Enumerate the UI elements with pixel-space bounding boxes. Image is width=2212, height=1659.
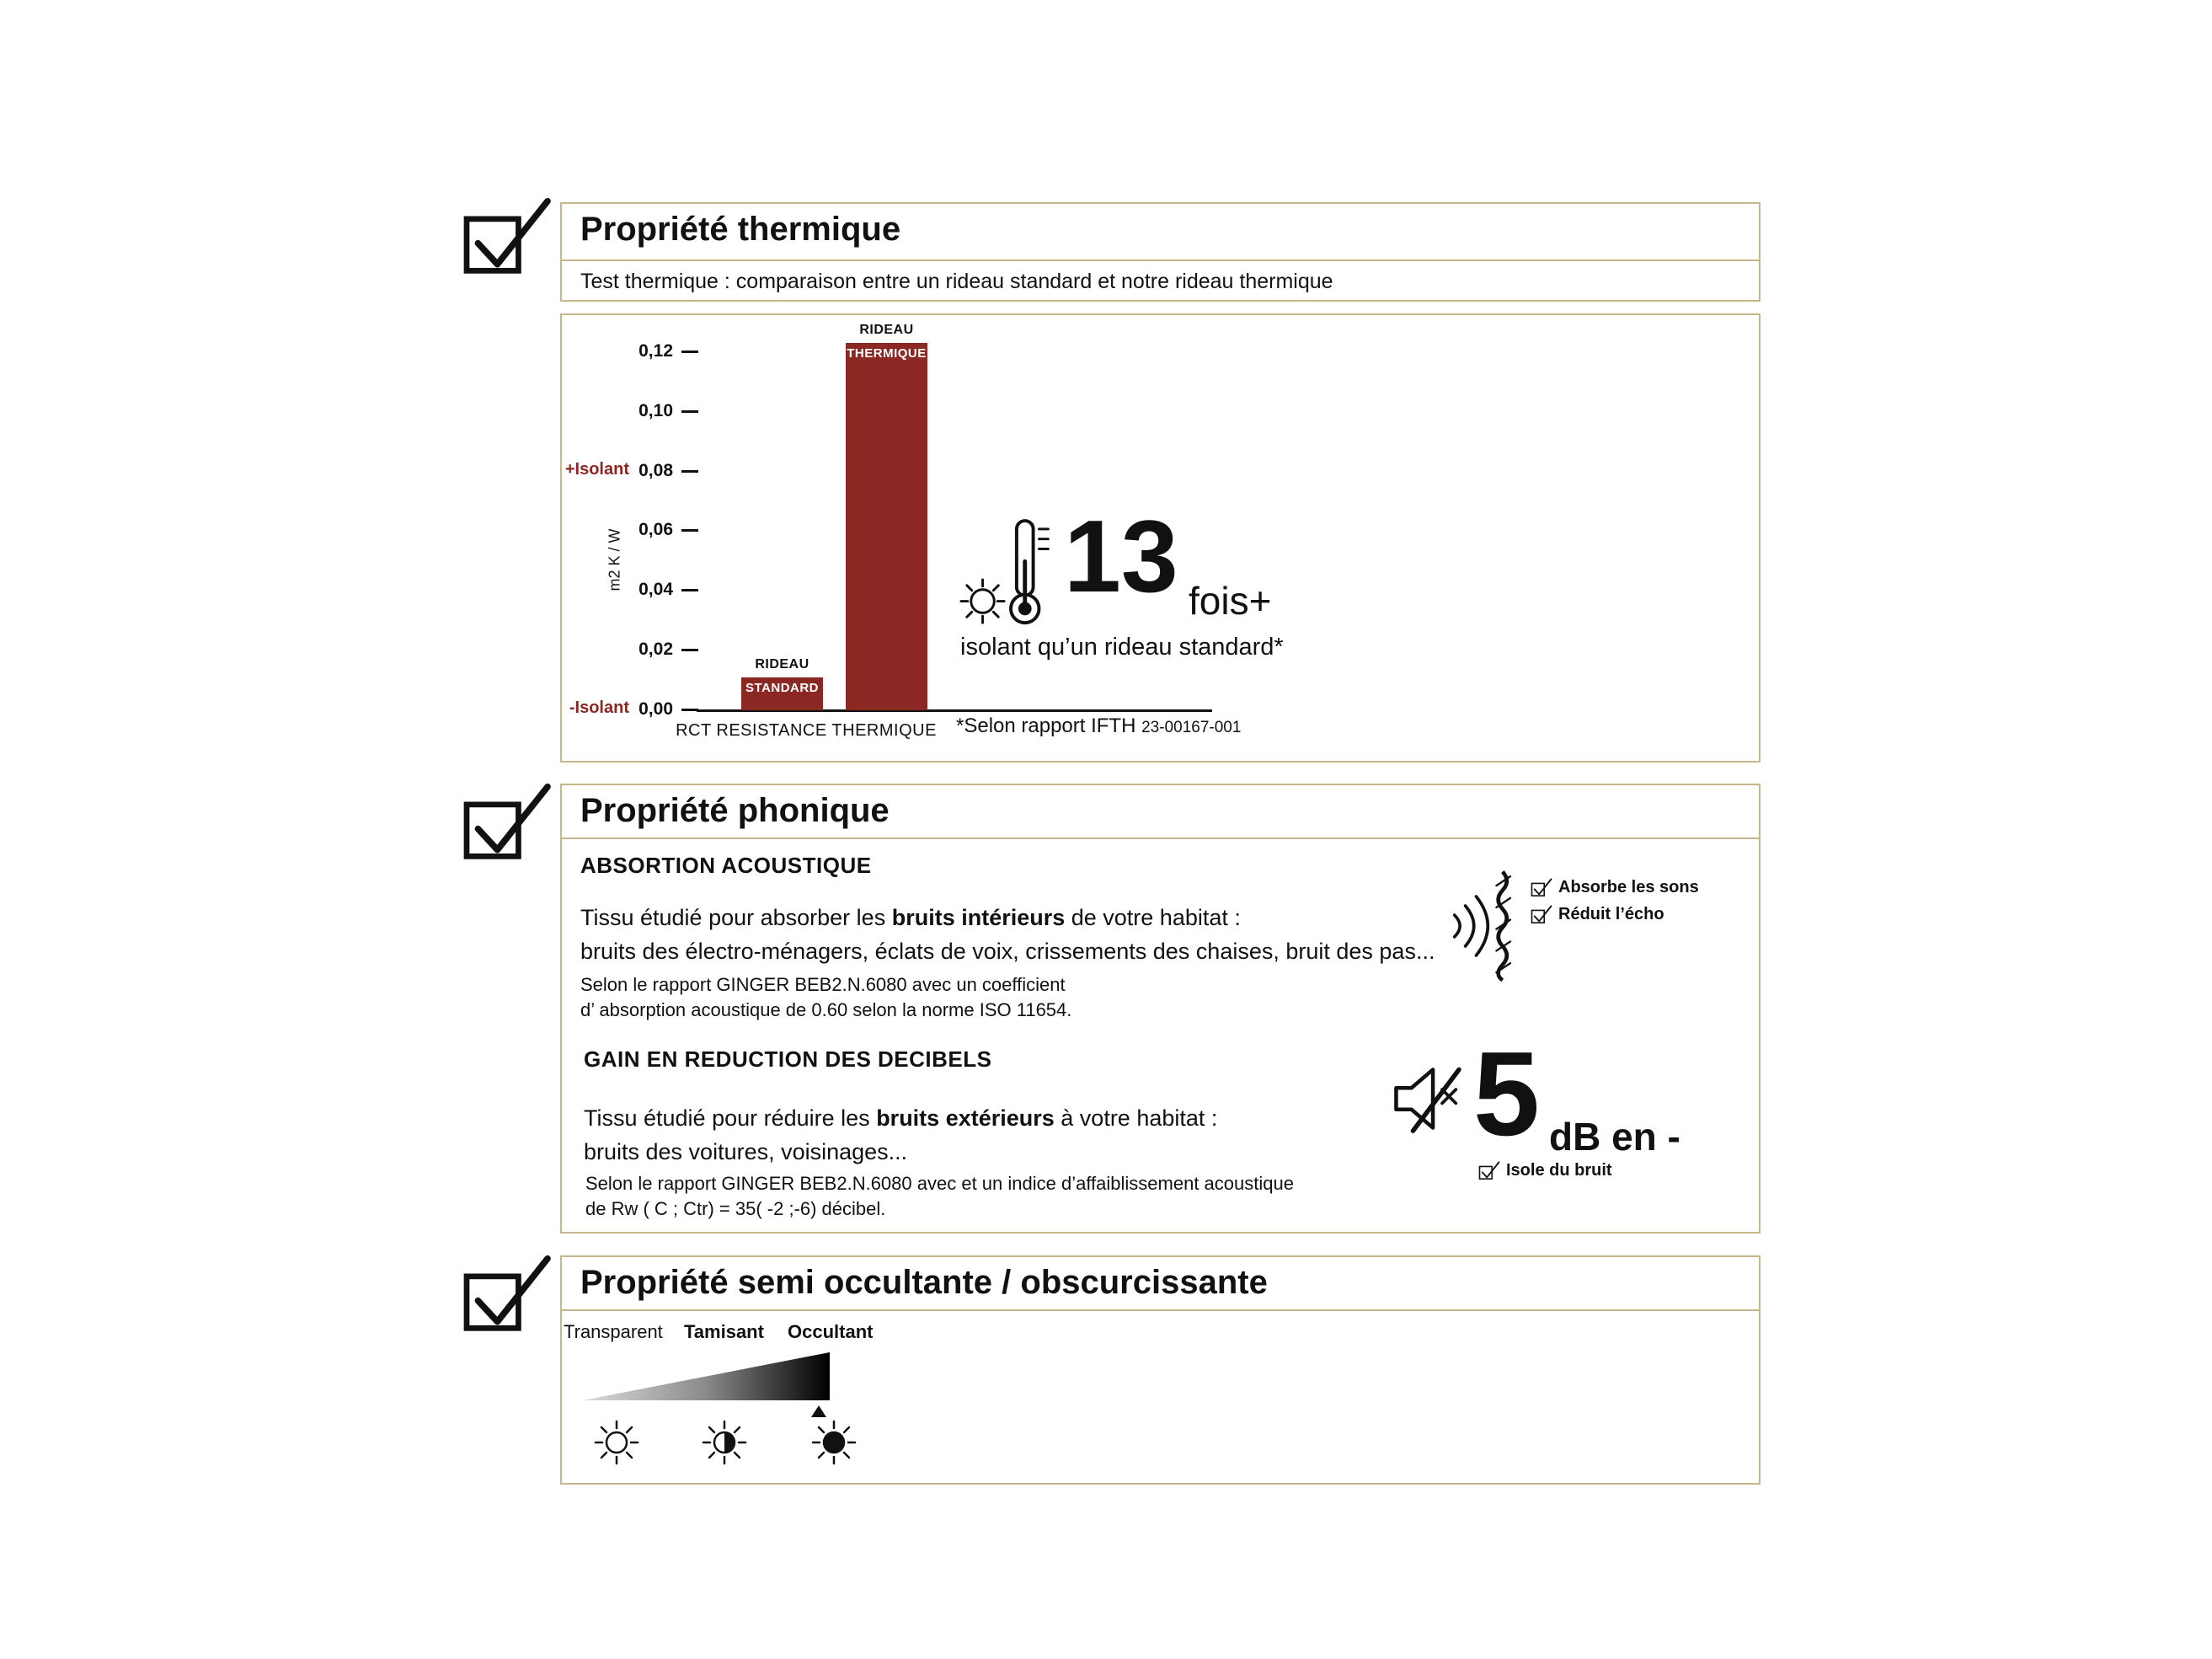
reduction-note1: Selon le rapport GINGER BEB2.N.6080 avec et un indice d’affaiblissement acoustique <box>585 1173 1294 1194</box>
divider <box>562 260 1759 261</box>
reduction-note2: de Rw ( C ; Ctr) = 35( -2 ;-6) décibel. <box>585 1198 886 1219</box>
reduction-line2: bruits des voitures, voisinages... <box>584 1139 908 1164</box>
footnote-text: *Selon rapport IFTH <box>956 714 1136 737</box>
acoustic-content-box <box>560 838 1761 1234</box>
level-occultant: Occultant <box>788 1321 874 1342</box>
sun-full-icon <box>810 1419 858 1466</box>
y-tick-label: 0,02 <box>638 640 673 660</box>
thermal-section-title: Propriété thermique <box>580 211 901 248</box>
check-label: Isole du bruit <box>1506 1161 1612 1180</box>
bar-category-label: RIDEAU <box>755 657 809 672</box>
checked-checkbox-icon <box>462 1254 553 1335</box>
footnote-code: 23-00167-001 <box>1141 719 1242 736</box>
thermal-big-number: 13 <box>1064 499 1178 613</box>
thermal-subtitle: Test thermique : comparaison entre un rideau standard et notre rideau thermique <box>580 270 1333 293</box>
y-tick-label: 0,12 <box>638 341 673 361</box>
checked-checkbox-icon <box>1531 878 1552 897</box>
bar-standard <box>741 677 823 710</box>
acoustic-title-box <box>560 784 1761 839</box>
check-isole-du-bruit <box>1478 1161 1612 1180</box>
muted-speaker-icon <box>1392 1057 1476 1141</box>
sound-absorption-icon <box>1442 866 1520 986</box>
absorption-line2: bruits des électro-ménagers, éclats de voix, crissements des chaises, bruit des pas... <box>580 939 1435 964</box>
bar-thermique <box>846 343 927 710</box>
sun-half-icon <box>701 1419 748 1466</box>
opacity-content-box <box>560 1309 1761 1485</box>
acoustic-section-title: Propriété phonique <box>580 792 890 829</box>
checked-checkbox-icon <box>462 782 553 863</box>
opacity-gradient-wedge <box>583 1350 831 1402</box>
y-tick-label: 0,10 <box>638 400 673 420</box>
level-transparent: Transparent <box>564 1321 663 1342</box>
thermal-caption: isolant qu’un rideau standard* <box>960 634 1284 661</box>
y-tick-label: 0,00 <box>638 698 673 719</box>
chart-x-axis-title: RCT RESISTANCE THERMIQUE <box>676 721 937 740</box>
y-tick-label: 0,06 <box>638 520 673 540</box>
checked-checkbox-icon <box>1531 905 1552 924</box>
opacity-title-box <box>560 1255 1761 1311</box>
checked-checkbox-icon <box>462 196 553 277</box>
thermal-chart-box <box>560 313 1761 763</box>
reduction-line1: Tissu étudié pour réduire les bruits extérieurs à votre habitat : <box>584 1105 1218 1131</box>
thermometer-sun-icon <box>958 516 1066 639</box>
absorption-line1: Tissu étudié pour absorber les bruits intérieurs de votre habitat : <box>580 905 1241 930</box>
chart-y-axis-title: m2 K / W <box>606 528 623 591</box>
acoustic-big-suffix: dB en - <box>1549 1115 1680 1159</box>
axis-annotation-isolant-minus: -Isolant <box>569 698 629 717</box>
checked-checkbox-icon <box>1478 1161 1500 1180</box>
opacity-section-title: Propriété semi occultante / obscurcissante <box>580 1264 1268 1301</box>
check-reduit-echo <box>1531 905 1664 924</box>
check-label: Absorbe les sons <box>1558 878 1699 896</box>
occultant-marker-icon <box>811 1405 826 1417</box>
bar-category-label: RIDEAU <box>859 323 914 337</box>
sun-transparent-icon <box>593 1419 640 1466</box>
acoustic-big-number: 5 <box>1473 1027 1540 1161</box>
absorption-note1: Selon le rapport GINGER BEB2.N.6080 avec un coefficient <box>580 974 1066 995</box>
thermal-big-suffix: fois+ <box>1189 579 1272 623</box>
y-tick-label: 0,08 <box>638 460 673 480</box>
reduction-heading: GAIN EN REDUCTION DES DECIBELS <box>584 1046 992 1072</box>
thermal-footnote <box>956 714 1241 738</box>
y-tick-label: 0,04 <box>638 580 673 600</box>
level-tamisant: Tamisant <box>684 1321 764 1342</box>
absorption-heading: ABSORTION ACOUSTIQUE <box>580 853 872 878</box>
check-label: Réduit l’écho <box>1558 905 1664 923</box>
axis-annotation-isolant-plus: +Isolant <box>564 460 629 479</box>
bar-value-label: THERMIQUE <box>847 346 927 361</box>
thermal-title-box <box>560 202 1761 302</box>
absorption-note2: d’ absorption acoustique de 0.60 selon la norme ISO 11654. <box>580 999 1072 1020</box>
check-absorbe-les-sons <box>1531 878 1699 897</box>
bar-value-label: STANDARD <box>745 681 820 695</box>
